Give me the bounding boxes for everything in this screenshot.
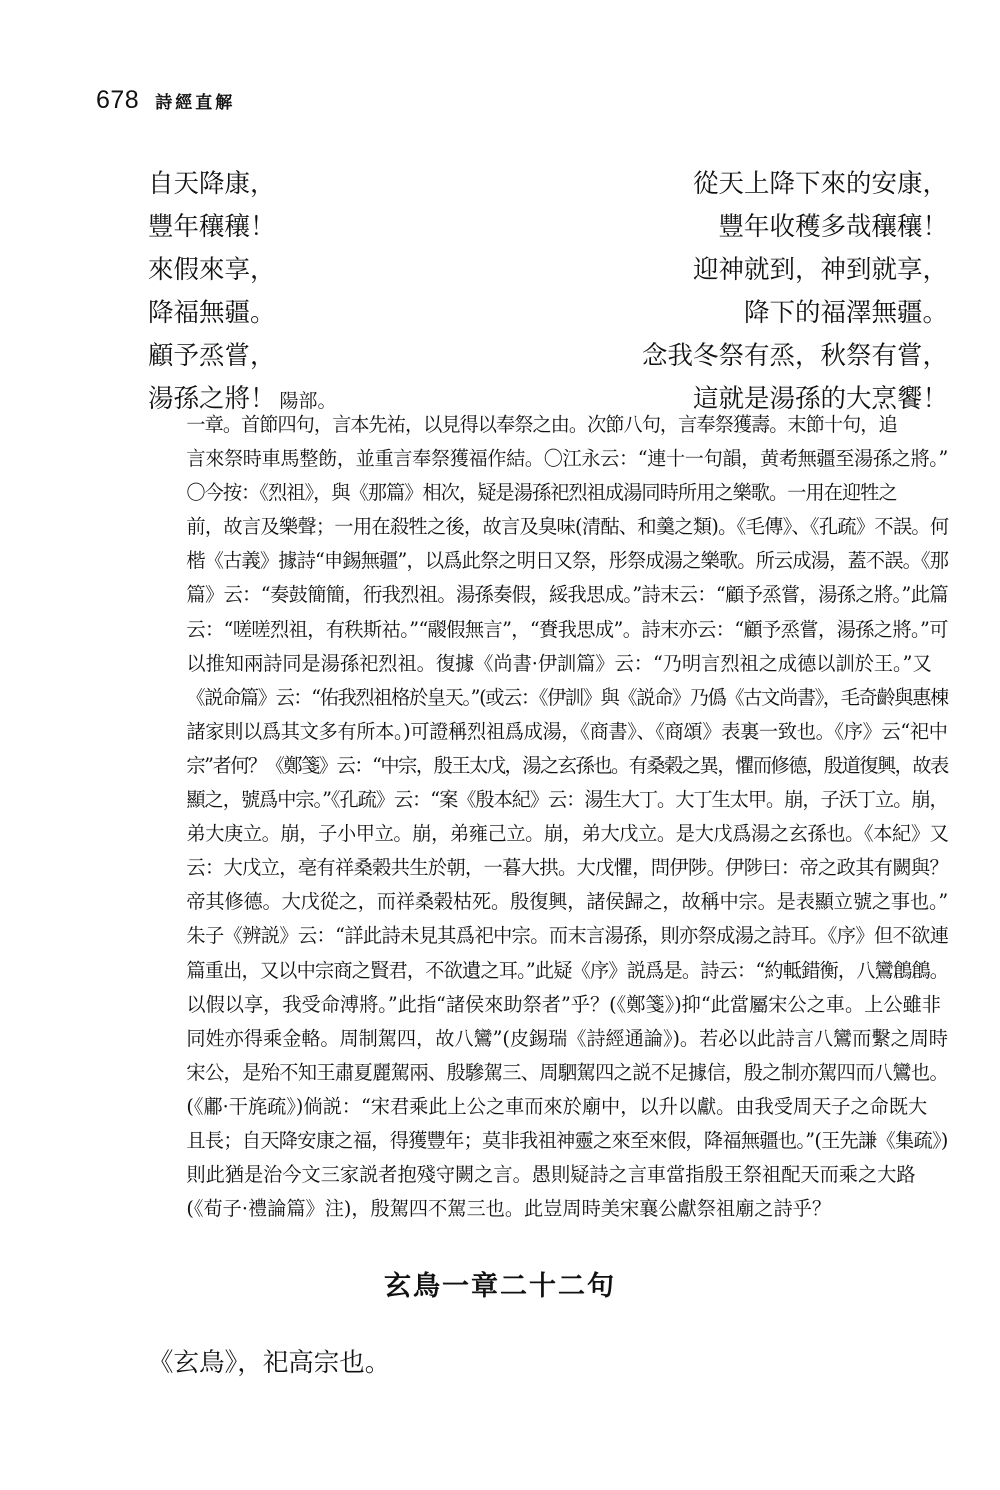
commentary-line: 云：“嗟嗟烈祖，有秩斯祜。”“鬷假無言”，“賚我思成”。詩末亦云：“顧予烝嘗，湯孫之將。”可 [186,617,948,641]
verse-block [148,163,948,421]
commentary-block [148,408,948,1226]
page-number: 678 [96,86,140,114]
commentary-line: 諸家則以爲其文多有所本。)可證稱烈祖爲成湯，《商書》、《商頌》表裏一致也。《序》云“祀中 [186,719,948,743]
book-title: 詩經直解 [155,93,236,113]
commentary-line: 顯之，號爲中宗。”《孔疏》云：“案《殷本紀》云：湯生大丁。大丁生太甲。崩，子沃丁立。崩， [186,788,948,812]
verse-row [148,249,948,292]
commentary-line: 朱子《辨説》云：“詳此詩未見其爲祀中宗。而末言湯孫，則亦祭成湯之詩耳。《序》但不欲連 [186,924,949,948]
commentary-line: 〇今按：《烈祖》，與《那篇》相次，疑是湯孫祀烈祖成湯同時所用之樂歌。一用在迎牲之 [186,481,897,505]
verse-row [148,335,948,378]
commentary-line: 且長；自天降安康之福，得獲豐年；莫非我祖神靈之來至來假，降福無疆也。”(王先謙《集疏》) [186,1128,948,1152]
commentary-paragraph [148,408,948,476]
commentary-line: 篇》云：“奏鼓簡簡，衎我烈祖。湯孫奏假，綏我思成。”詩末云：“顧予烝嘗，湯孫之將。”此篇 [186,583,948,607]
commentary-line: 以假以享，我受命溥將。”此指“諸侯來助祭者”乎？(《鄭箋》)抑“此當屬宋公之車。上公雖非 [186,992,941,1016]
commentary-line: 前，故言及樂聲；一用在殺牲之後，故言及臭味(清酤、和羹之類)。《毛傳》、《孔疏》不誤。何 [186,515,949,539]
commentary-line: 弟大庚立。崩，子小甲立。崩，弟雍己立。崩，弟大戊立。是大戊爲湯之玄孫也。《本紀》又 [186,822,949,846]
poem-preface: 《玄鳥》，祀高宗也。 [148,1348,391,1378]
verse-original-line [148,163,276,206]
section-title: 玄鳥一章二十二句 [384,1271,616,1302]
commentary-line: 則此猶是治今文三家説者抱殘守闕之言。愚則疑詩之言車當指殷王祭祖配天而乘之大路 [186,1163,916,1187]
verse-original-text: 來假來享， [148,255,276,285]
verse-original-text: 豐年穰穰！ [148,212,276,242]
commentary-line: 帝其修德。大戊從之，而祥桑榖枯死。殷復興，諸侯歸之，故稱中宗。是表顯立號之事也。” [186,890,949,914]
commentary-line: (《荀子·禮論篇》注)，殷駕四不駕三也。此豈周時美宋襄公獻祭祖廟之詩乎？ [186,1197,832,1221]
rhyme-note: 陽部。 [279,390,337,412]
verse-original-line [148,206,276,249]
commentary-line: 篇重出，又以中宗商之賢君，不欲遺之耳。”此疑《序》説爲是。詩云：“約軧錯衡，八鸞鶬鶬。 [186,958,949,982]
commentary-paragraph [148,476,948,1226]
commentary-line: 一章。首節四句，言本先祐，以見得以奉祭之由。次節八句，言奉祭獲壽。末節十句，追 [186,413,897,436]
verse-translation-line: 這就是湯孫的大烹饗！ [692,384,948,414]
verse-translation-line: 豐年收穫多哉穰穰！ [718,212,948,242]
verse-translation-line: 念我冬祭有烝，秋祭有嘗， [641,341,948,371]
verse-translation-line: 降下的福澤無疆。 [743,298,948,328]
verse-original-text: 湯孫之將！ [148,384,276,414]
verse-row [148,206,948,249]
verse-original-line [148,335,276,378]
commentary-line: 《説命篇》云：“佑我烈祖格於皇天。”(或云：《伊訓》與《説命》乃僞《古文尚書》，毛奇齡與惠棟 [186,685,948,709]
commentary-line: 以推知兩詩同是湯孫祀烈祖。復據《尚書·伊訓篇》云：“乃明言烈祖之成德以訓於王。”又 [186,651,932,675]
verse-translation-line: 從天上降下來的安康， [692,169,948,199]
verse-original-line [148,249,276,292]
commentary-line: 宋公，是殆不知王肅夏麗駕兩、殷驂駕三、周駟駕四之説不足據信，殷之制亦駕四而八鸞也。 [186,1060,949,1084]
running-header [96,86,235,122]
verse-original-text: 自天降康， [148,169,276,199]
verse-translation-line: 迎神就到，神到就享， [692,255,948,285]
verse-original-text: 降福無疆。 [148,298,276,328]
verse-row [148,163,948,206]
verse-original-line [148,292,276,335]
commentary-line: 楷《古義》據詩“申錫無疆”，以爲此祭之明日又祭，彤祭成湯之樂歌。所云成湯，蓋不誤。《那 [186,549,949,573]
verse-row [148,292,948,335]
commentary-line: 同姓亦得乘金輅。周制駕四，故八鸞”(皮錫瑞《詩經通論》)。若必以此詩言八鸞而繫之周時 [186,1026,948,1050]
commentary-line: 宗”者何？《鄭箋》云：“中宗，殷王太戊，湯之玄孫也。有桑榖之異，懼而修德，殷道復興，故表 [186,753,948,777]
commentary-line: 言來祭時車馬整飭，並重言奉祭獲福作結。〇江永云：“連十一句韻，黄耇無疆至湯孫之將。” [186,447,948,471]
commentary-line: (《鄘·干旄疏》)倘説：“宋君乘此上公之車而來於廟中，以升以獻。由我受周天子之命既大 [186,1094,928,1118]
verse-original-text: 顧予烝嘗， [148,341,276,371]
commentary-line: 云：大戊立，亳有祥桑榖共生於朝，一暮大拱。大戊懼，問伊陟。伊陟曰：帝之政其有闕與？ [186,856,949,880]
